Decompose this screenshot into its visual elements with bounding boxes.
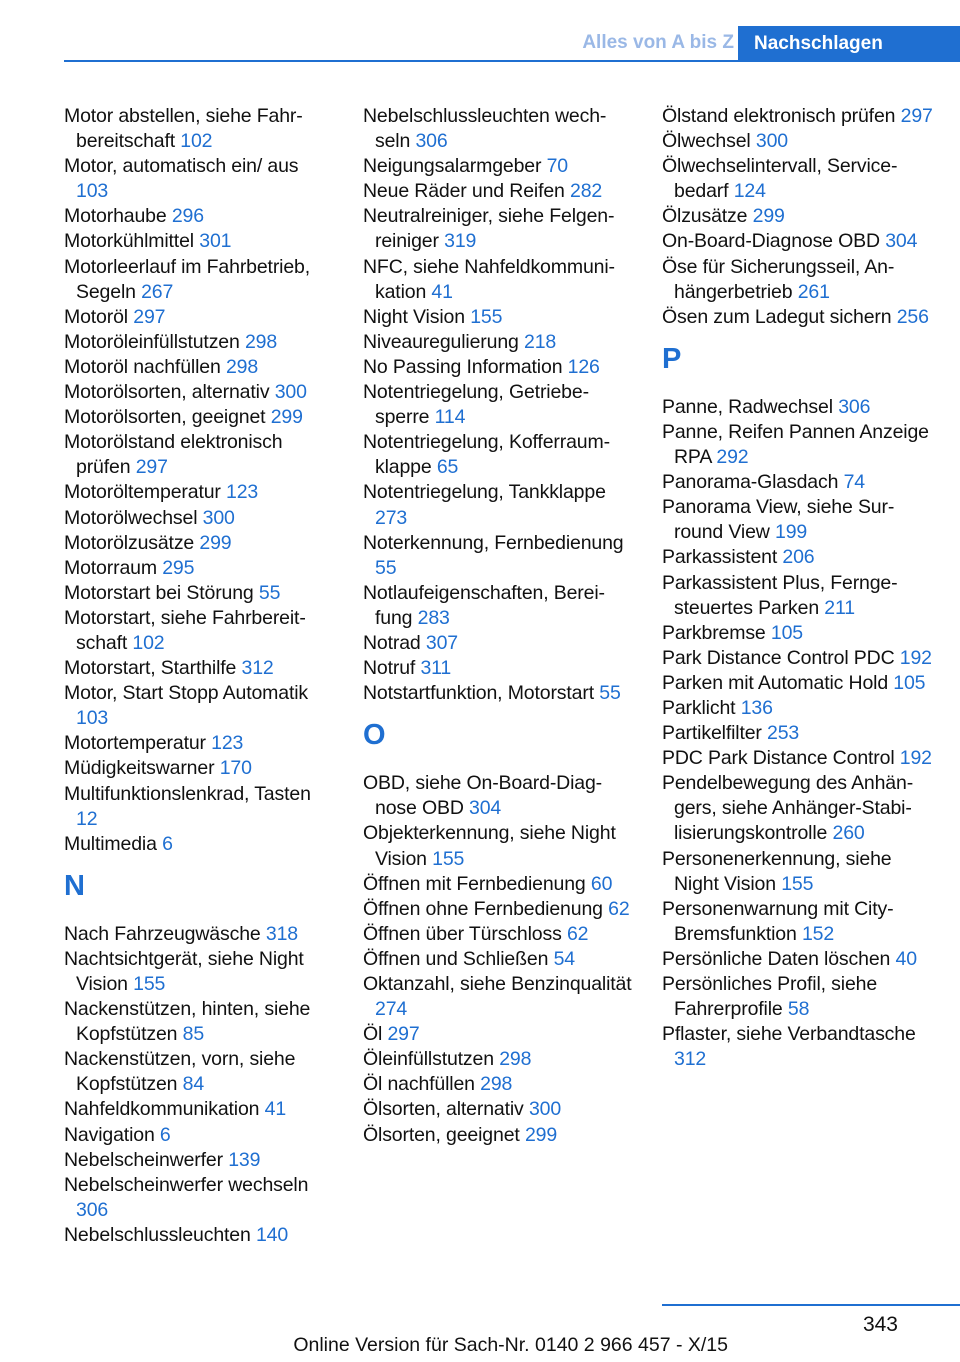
page-reference-link[interactable]: 312 <box>674 1048 707 1071</box>
index-entry <box>662 746 934 771</box>
index-entry <box>662 204 934 229</box>
index-entry <box>363 380 633 430</box>
index-entry-term: Notentriegelung, Kofferraumklappe <box>363 431 611 479</box>
index-entry-term: Motorstart, siehe Fahrbereitschaft <box>64 606 306 654</box>
index-entry <box>662 646 934 671</box>
index-entry <box>64 305 334 330</box>
index-entry <box>662 897 934 947</box>
page-reference-link[interactable]: 6 <box>162 832 173 855</box>
index-entry-term: Nackenstützen, vorn, siehe Kopfstützen <box>64 1048 296 1096</box>
index-entry <box>363 631 633 656</box>
page-reference-link[interactable]: 123 <box>226 481 259 504</box>
index-entry-term: Nebelscheinwerfer wechseln <box>64 1173 309 1196</box>
page-reference-link[interactable]: 155 <box>470 305 503 328</box>
page-reference-link[interactable]: 273 <box>375 506 408 529</box>
index-entry <box>64 330 334 355</box>
index-entry-term: Partikelfilter <box>662 722 762 745</box>
page-reference-link[interactable]: 256 <box>896 305 929 328</box>
index-entry <box>64 405 334 430</box>
index-entry-term: Motor, automatisch ein/ aus <box>64 155 299 178</box>
index-entry <box>363 1123 633 1148</box>
page-reference-link[interactable]: 54 <box>553 947 575 970</box>
page-reference-link[interactable]: 304 <box>885 230 918 253</box>
index-entry <box>64 756 334 781</box>
index-column-3 <box>662 104 934 1072</box>
page-reference-link[interactable]: 124 <box>733 180 766 203</box>
index-entry-term: Motorölwechsel <box>64 506 198 529</box>
page-reference-link[interactable]: 297 <box>135 456 168 479</box>
page-reference-link[interactable]: 126 <box>567 355 600 378</box>
page-reference-link[interactable]: 105 <box>770 621 803 644</box>
index-entry <box>363 480 633 530</box>
index-entry-term: Pendelbewegung des Anhängers, siehe Anhänger-Stabilisierungskontrolle <box>662 772 914 845</box>
page-reference-link[interactable]: 296 <box>171 205 204 228</box>
index-entry-term: Motorölsorten, geeignet <box>64 406 266 429</box>
page-reference-link[interactable]: 295 <box>162 556 195 579</box>
index-entry <box>662 696 934 721</box>
page-reference-link[interactable]: 103 <box>76 180 109 203</box>
index-entry <box>363 821 633 871</box>
page-reference-link[interactable]: 140 <box>255 1223 289 1246</box>
page-reference-link[interactable]: 319 <box>444 230 477 253</box>
index-entry <box>662 420 934 470</box>
index-entry <box>64 480 334 505</box>
page-reference-link[interactable]: 152 <box>801 922 835 945</box>
index-entry-term: Personenerkennung, siehe Night Vision <box>662 847 892 895</box>
index-entry-term: Ösen zum Ladegut sichern <box>662 305 892 328</box>
index-entry <box>363 305 633 330</box>
page-reference-link[interactable]: 306 <box>838 395 871 418</box>
index-entry-term: Motortemperatur <box>64 732 206 755</box>
index-entry-term: On-Board-Diagnose OBD <box>662 230 880 253</box>
index-entry-term: Nach Fahrzeugwäsche <box>64 922 261 945</box>
index-entry <box>64 606 334 656</box>
page-reference-link[interactable]: 311 <box>420 657 452 680</box>
index-entry <box>64 1223 334 1248</box>
page-reference-link[interactable]: 300 <box>202 506 235 529</box>
page-reference-link[interactable]: 253 <box>767 722 800 745</box>
index-entry <box>64 255 334 305</box>
index-entry <box>662 721 934 746</box>
index-entry-term: Neue Räder und Reifen <box>363 180 565 203</box>
index-entry-term: Notrad <box>363 631 421 654</box>
page-reference-link[interactable]: 299 <box>199 531 232 554</box>
index-entry <box>363 771 633 821</box>
index-entry-term: Motorölsorten, alternativ <box>64 381 270 404</box>
index-entry-term: Ölstand elektronisch prüfen <box>662 105 896 127</box>
index-entry-term: Parken mit Automatic Hold <box>662 671 889 694</box>
index-entry <box>64 104 334 154</box>
index-entry <box>64 1047 334 1097</box>
index-entry-term: Park Distance Control PDC <box>662 646 895 669</box>
page-reference-link[interactable]: 306 <box>415 130 448 153</box>
index-entry-term: Motorölzusätze <box>64 531 195 554</box>
page-reference-link[interactable]: 102 <box>180 130 213 153</box>
index-entry <box>363 330 633 355</box>
index-entry <box>662 255 934 305</box>
index-entry-term: Notstartfunktion, Motorstart <box>363 682 594 705</box>
index-entry <box>662 847 934 897</box>
index-entry <box>64 154 334 204</box>
index-column-2 <box>363 104 633 1148</box>
index-entry <box>363 104 633 154</box>
page-reference-link[interactable]: 84 <box>182 1073 205 1096</box>
index-entry <box>662 229 934 254</box>
index-entry <box>662 495 934 545</box>
index-entry <box>363 204 633 254</box>
page-number: 343 <box>862 1313 898 1336</box>
index-entry-term: Multifunktionslenkrad, Tasten <box>64 782 311 805</box>
index-entry <box>64 922 334 947</box>
index-entry-term: Ölwechsel <box>662 130 751 153</box>
index-entry <box>662 947 934 972</box>
index-entry <box>64 430 334 480</box>
page-reference-link[interactable]: 297 <box>133 305 166 328</box>
page-reference-link[interactable]: 301 <box>199 230 232 253</box>
page-reference-link[interactable]: 40 <box>895 947 917 970</box>
page-reference-link[interactable]: 192 <box>899 747 932 770</box>
index-entry-term: Notruf <box>363 657 416 680</box>
footer-rule <box>662 1304 960 1306</box>
index-entry-term: Motorraum <box>64 556 157 579</box>
index-entry <box>662 671 934 696</box>
index-entry <box>363 1072 633 1097</box>
index-entry <box>64 531 334 556</box>
page-reference-link[interactable]: 300 <box>755 130 788 153</box>
index-entry-term: OBD, siehe On-Board-Diagnose OBD <box>363 772 603 820</box>
index-column-1 <box>64 104 334 1248</box>
index-entry-term: Oktanzahl, siehe Benzinqualität <box>363 973 632 995</box>
index-entry-term: Motoröl nachfüllen <box>64 355 221 378</box>
index-entry-term: Navigation <box>64 1123 155 1146</box>
index-entry-term: Ölwechselintervall, Servicebedarf <box>662 155 898 203</box>
page-reference-link[interactable]: 299 <box>270 406 303 429</box>
index-entry-term: Motor abstellen, siehe Fahrbereitschaft <box>64 105 303 153</box>
page-reference-link[interactable]: 261 <box>797 280 830 303</box>
page-reference-link[interactable]: 41 <box>264 1098 287 1121</box>
index-entry-term: Ölsorten, geeignet <box>363 1123 520 1146</box>
index-entry <box>363 255 633 305</box>
index-entry-term: Öffnen mit Fernbedienung <box>363 872 586 895</box>
page-reference-link[interactable]: 105 <box>893 671 926 694</box>
page-reference-link[interactable]: 114 <box>434 406 466 429</box>
page-reference-link[interactable]: 292 <box>716 446 749 469</box>
index-entry-term: Persönliche Daten löschen <box>662 947 891 970</box>
page-reference-link[interactable]: 298 <box>499 1048 532 1071</box>
index-entry <box>363 179 633 204</box>
index-entry-term: Neutralreiniger, siehe Felgenreiniger <box>363 205 615 253</box>
index-entry-term: Nackenstützen, hinten, siehe Kopfstützen <box>64 998 311 1046</box>
index-entry-term: Niveauregulierung <box>363 330 519 353</box>
index-entry <box>363 1097 633 1122</box>
index-entry <box>662 545 934 570</box>
index-entry-term: Notlaufeigenschaften, Bereifung <box>363 581 606 629</box>
page-reference-link[interactable]: 299 <box>524 1123 558 1146</box>
index-entry-term: Motoröltemperatur <box>64 481 221 504</box>
page-reference-link[interactable]: 155 <box>133 973 166 995</box>
page-reference-link[interactable]: 60 <box>590 872 613 895</box>
online-version-note: Online Version für Sach-Nr. 0140 2 966 457 - X/15 <box>293 1334 728 1356</box>
index-entry-term: Ölsorten, alternativ <box>363 1098 524 1121</box>
index-entry <box>363 355 633 380</box>
index-entry <box>64 731 334 756</box>
page-reference-link[interactable]: 304 <box>469 797 502 820</box>
index-entry-term: Nahfeldkommunikation <box>64 1098 260 1121</box>
page-reference-link[interactable]: 55 <box>375 556 397 579</box>
index-entry <box>363 531 633 581</box>
index-entry <box>662 470 934 495</box>
index-entry <box>363 897 633 922</box>
page-reference-link[interactable]: 307 <box>425 631 459 654</box>
page-reference-link[interactable]: 206 <box>782 546 815 569</box>
section-letter: P <box>662 342 682 375</box>
index-entry-term: Multimedia <box>64 832 157 855</box>
index-entry-term: Panorama-Glasdach <box>662 471 839 494</box>
page-reference-link[interactable]: 267 <box>141 280 174 303</box>
page-reference-link[interactable]: 318 <box>265 922 298 945</box>
page-reference-link[interactable]: 103 <box>76 707 109 730</box>
index-entry <box>64 506 334 531</box>
index-entry <box>64 581 334 606</box>
page-reference-link[interactable]: 192 <box>899 646 932 669</box>
index-entry-term: Objekterkennung, siehe Night Vision <box>363 822 616 870</box>
index-entry <box>64 229 334 254</box>
index-entry-term: Öse für Sicherungsseil, Anhängerbetrieb <box>662 255 895 303</box>
index-entry <box>363 430 633 480</box>
page-reference-link[interactable]: 55 <box>258 581 281 604</box>
index-entry <box>662 771 934 846</box>
page-reference-link[interactable]: 155 <box>432 847 465 870</box>
page-reference-link[interactable]: 282 <box>570 180 603 203</box>
page-reference-link[interactable]: 211 <box>824 596 855 619</box>
page-reference-link[interactable]: 55 <box>599 682 621 705</box>
page-reference-link[interactable]: 12 <box>76 807 98 830</box>
index-entry-term: Noterkennung, Fernbedienung <box>363 531 624 554</box>
page-reference-link[interactable]: 62 <box>566 922 589 945</box>
index-entry <box>64 782 334 832</box>
index-entry-term: Motor, Start Stopp Automatik <box>64 682 309 705</box>
index-entry <box>64 832 334 857</box>
index-entry <box>662 972 934 1022</box>
index-entry-term: Motoröl <box>64 305 128 328</box>
page-reference-link[interactable]: 58 <box>787 998 810 1021</box>
index-entry <box>662 305 934 330</box>
page-reference-link[interactable]: 74 <box>843 471 865 494</box>
page-reference-link[interactable]: 312 <box>241 657 274 680</box>
page-reference-link[interactable]: 300 <box>274 381 307 404</box>
index-entry <box>662 395 934 420</box>
index-entry-term: Parkbremse <box>662 621 766 644</box>
index-entry-term: Öl <box>363 1023 383 1046</box>
index-entry <box>363 922 633 947</box>
page-reference-link[interactable]: 199 <box>775 521 808 544</box>
index-entry <box>64 1123 334 1148</box>
page-reference-link[interactable]: 85 <box>182 1023 205 1046</box>
page-reference-link[interactable]: 260 <box>832 822 865 845</box>
index-entry-term: Motorkühlmittel <box>64 230 194 253</box>
page-reference-link[interactable]: 298 <box>244 330 278 353</box>
index-entry-term: Panorama View, siehe Surround View <box>662 496 895 544</box>
index-entry-term: Motorstart bei Störung <box>64 581 254 604</box>
page-reference-link[interactable]: 298 <box>480 1073 513 1096</box>
page-reference-link[interactable]: 218 <box>524 330 557 353</box>
index-entry <box>64 355 334 380</box>
index-entry <box>64 656 334 681</box>
index-entry <box>363 972 633 1022</box>
index-entry-term: Nebelschlussleuchten <box>64 1223 251 1246</box>
section-tab-reference[interactable]: Nachschlagen <box>738 26 960 62</box>
index-entry-term: Personenwarnung mit City-Bremsfunktion <box>662 897 894 945</box>
index-entry-term: Ölzusätze <box>662 205 748 228</box>
index-entry <box>64 947 334 997</box>
page-reference-link[interactable]: 70 <box>546 155 568 178</box>
index-entry-term: Motorölstand elektronisch prüfen <box>64 431 283 479</box>
page-reference-link[interactable]: 123 <box>211 732 244 755</box>
index-entry <box>363 154 633 179</box>
index-entry <box>363 656 633 681</box>
page-reference-link[interactable]: 298 <box>225 355 259 378</box>
page-reference-link[interactable]: 102 <box>132 631 165 654</box>
page-reference-link[interactable]: 274 <box>375 998 408 1021</box>
index-entry-term: PDC Park Distance Control <box>662 747 895 770</box>
index-entry-term: Parkassistent Plus, Ferngesteuertes Parken <box>662 571 898 619</box>
section-letter: O <box>363 719 386 752</box>
page-reference-link[interactable]: 306 <box>76 1198 109 1221</box>
index-entry <box>64 1148 334 1173</box>
index-entry-term: Nachtsichtgerät, siehe Night Vision <box>64 947 304 995</box>
index-entry-term: Öffnen ohne Fernbedienung <box>363 897 603 920</box>
index-entry-term: Night Vision <box>363 305 465 328</box>
index-entry-term: Öffnen über Türschloss <box>363 922 562 945</box>
index-entry <box>363 947 633 972</box>
page-reference-link[interactable]: 62 <box>608 897 630 920</box>
page-reference-link[interactable]: 136 <box>740 696 773 719</box>
index-entry-term: NFC, siehe Nahfeldkommunikation <box>363 255 616 303</box>
section-letter: N <box>64 869 85 902</box>
index-entry <box>363 581 633 631</box>
index-entry-term: Motorhaube <box>64 205 167 228</box>
page-reference-link[interactable]: 41 <box>431 280 453 303</box>
index-entry-term: Öffnen und Schließen <box>363 947 549 970</box>
index-entry-term: Öleinfüllstutzen <box>363 1048 494 1071</box>
index-entry-term: Neigungsalarmgeber <box>363 155 542 178</box>
index-entry <box>64 1173 334 1223</box>
index-entry <box>64 204 334 229</box>
page-reference-link[interactable]: 283 <box>417 606 450 629</box>
index-entry <box>363 1047 633 1072</box>
index-entry-term: Panne, Radwechsel <box>662 395 833 418</box>
page-reference-link[interactable]: 299 <box>752 205 785 228</box>
index-entry <box>64 997 334 1047</box>
page-reference-link[interactable]: 6 <box>159 1123 171 1146</box>
index-entry-term: Öl nachfüllen <box>363 1073 475 1096</box>
page-reference-link[interactable]: 155 <box>781 872 814 895</box>
index-entry <box>64 556 334 581</box>
index-entry-term: Motoröleinfüllstutzen <box>64 330 240 353</box>
index-entry-term: Müdigkeitswarner <box>64 757 215 780</box>
index-entry <box>662 154 934 204</box>
index-entry-term: Motorleerlauf im Fahrbetrieb, Segeln <box>64 255 310 303</box>
index-entry-term: No Passing Information <box>363 355 563 378</box>
page-reference-link[interactable]: 300 <box>528 1098 562 1121</box>
index-entry-term: Nebelschlussleuchten wechseln <box>363 105 607 153</box>
page-reference-link[interactable]: 297 <box>387 1023 420 1046</box>
index-entry <box>363 872 633 897</box>
index-entry-term: Parkassistent <box>662 546 778 569</box>
index-entry <box>662 104 934 129</box>
index-entry <box>363 1022 633 1047</box>
index-entry-term: Persönliches Profil, siehe Fahrerprofile <box>662 973 878 1021</box>
index-entry-term: Notentriegelung, Getriebesperre <box>363 381 590 429</box>
index-entry-term: Panne, Reifen Pannen Anzeige RPA <box>662 420 929 469</box>
page-reference-link[interactable]: 139 <box>228 1148 261 1171</box>
index-entry <box>662 621 934 646</box>
page-reference-link[interactable]: 170 <box>219 757 252 780</box>
index-entry-term: Pflaster, siehe Verbandtasche <box>662 1023 916 1046</box>
index-entry-term: Parklicht <box>662 696 736 719</box>
page-reference-link[interactable]: 65 <box>436 456 459 479</box>
index-entry-term: Notentriegelung, Tankklappe <box>363 481 606 504</box>
page-reference-link[interactable]: 297 <box>900 105 933 127</box>
index-entry <box>662 129 934 154</box>
index-entry-term: Motorstart, Starthilfe <box>64 657 237 680</box>
section-tab-a-to-z[interactable]: Alles von A bis Z <box>582 32 734 53</box>
index-entry <box>662 571 934 621</box>
index-entry <box>64 1097 334 1122</box>
index-entry <box>64 681 334 731</box>
index-entry <box>363 681 633 706</box>
index-entry <box>64 380 334 405</box>
index-entry <box>662 1022 934 1072</box>
index-entry-term: Nebelscheinwerfer <box>64 1148 223 1171</box>
